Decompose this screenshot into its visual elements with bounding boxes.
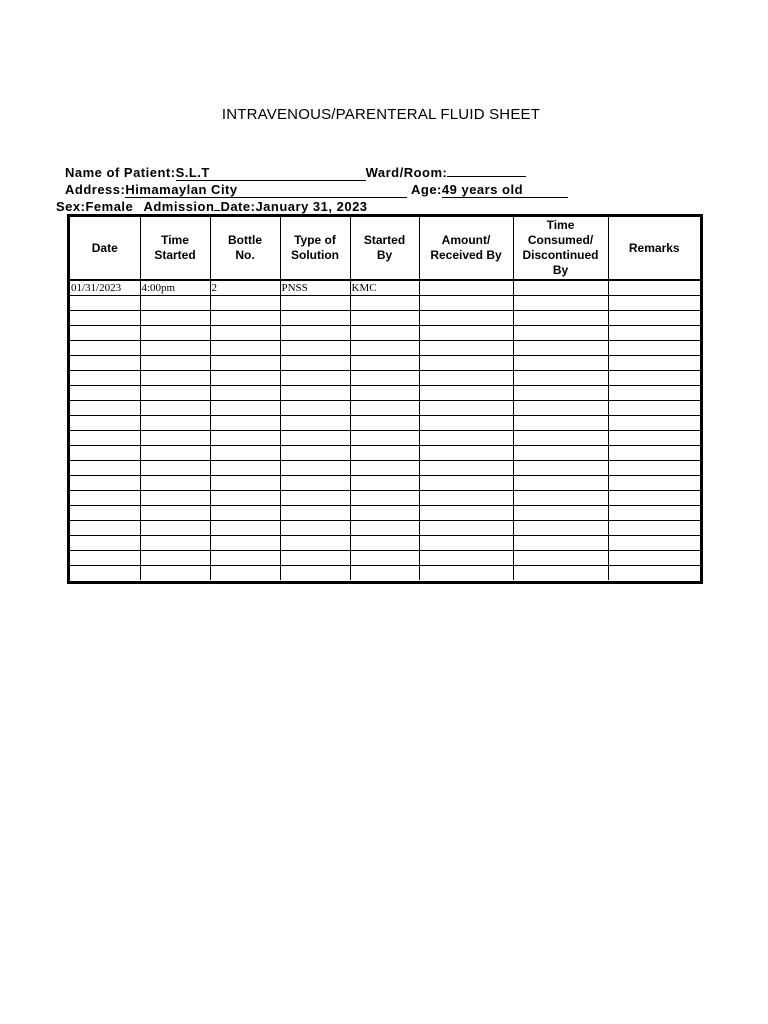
table-row-blank <box>70 371 700 386</box>
amount-received-by-cell[interactable] <box>419 280 513 296</box>
started-by-cell[interactable] <box>350 296 419 311</box>
time-consumed-cell[interactable] <box>513 356 608 371</box>
time-started-cell[interactable] <box>140 536 210 551</box>
type-of-solution-cell[interactable] <box>280 476 350 491</box>
time-started-cell[interactable] <box>140 566 210 581</box>
time-consumed-cell[interactable] <box>513 371 608 386</box>
remarks-cell[interactable] <box>608 506 700 521</box>
bottle-no-cell[interactable] <box>210 311 280 326</box>
type-of-solution-cell[interactable] <box>280 431 350 446</box>
time-consumed-cell[interactable] <box>513 386 608 401</box>
patient-name-label: Name of Patient: <box>65 165 176 180</box>
bottle-no-cell[interactable] <box>210 521 280 536</box>
ward-room-field[interactable] <box>447 176 526 177</box>
type-of-solution-cell[interactable] <box>280 446 350 461</box>
amount-received-by-cell[interactable] <box>419 461 513 476</box>
date-cell[interactable] <box>70 506 140 521</box>
type-of-solution-cell[interactable]: PNSS <box>280 280 350 296</box>
bottle-no-cell[interactable] <box>210 401 280 416</box>
date-cell[interactable] <box>70 296 140 311</box>
time-consumed-cell[interactable] <box>513 566 608 581</box>
remarks-cell[interactable] <box>608 566 700 581</box>
bottle-no-cell[interactable] <box>210 416 280 431</box>
table-row-blank <box>70 446 700 461</box>
table-row-blank <box>70 521 700 536</box>
time-started-cell[interactable] <box>140 311 210 326</box>
date-cell[interactable] <box>70 356 140 371</box>
type-of-solution-cell[interactable] <box>280 311 350 326</box>
fluid-sheet-table <box>70 217 700 580</box>
time-started-cell[interactable] <box>140 446 210 461</box>
admission-label: Admission <box>143 199 215 214</box>
started-by-cell[interactable] <box>350 356 419 371</box>
bottle-no-cell[interactable] <box>210 566 280 581</box>
table-row-blank <box>70 356 700 371</box>
started-by-cell[interactable] <box>350 386 419 401</box>
started-by-cell[interactable] <box>350 566 419 581</box>
patient-name-line <box>65 164 526 181</box>
remarks-cell[interactable] <box>608 536 700 551</box>
type-of-solution-cell[interactable] <box>280 386 350 401</box>
date-cell[interactable] <box>70 371 140 386</box>
started-by-cell[interactable] <box>350 521 419 536</box>
type-of-solution-cell[interactable] <box>280 506 350 521</box>
type-of-solution-cell[interactable] <box>280 401 350 416</box>
remarks-cell[interactable] <box>608 371 700 386</box>
header-date: Date <box>70 217 140 280</box>
bottle-no-cell[interactable] <box>210 296 280 311</box>
time-started-cell[interactable] <box>140 416 210 431</box>
bottle-no-cell[interactable] <box>210 386 280 401</box>
amount-received-by-cell[interactable] <box>419 431 513 446</box>
remarks-cell[interactable] <box>608 431 700 446</box>
date-cell[interactable] <box>70 521 140 536</box>
remarks-cell[interactable] <box>608 311 700 326</box>
type-of-solution-cell[interactable] <box>280 491 350 506</box>
table-row-blank <box>70 476 700 491</box>
time-consumed-cell[interactable] <box>513 296 608 311</box>
sex-admission-line <box>56 198 419 215</box>
time-consumed-cell[interactable] <box>513 311 608 326</box>
remarks-cell[interactable] <box>608 446 700 461</box>
amount-received-by-cell[interactable] <box>419 311 513 326</box>
time-started-cell[interactable] <box>140 386 210 401</box>
type-of-solution-cell[interactable] <box>280 296 350 311</box>
table-row-blank <box>70 416 700 431</box>
started-by-cell[interactable]: KMC <box>350 280 419 296</box>
time-started-cell[interactable] <box>140 431 210 446</box>
bottle-no-cell[interactable] <box>210 476 280 491</box>
amount-received-by-cell[interactable] <box>419 371 513 386</box>
header-bottle-no: Bottle No. <box>210 217 280 280</box>
time-consumed-cell[interactable] <box>513 461 608 476</box>
amount-received-by-cell[interactable] <box>419 536 513 551</box>
table-row-blank <box>70 401 700 416</box>
type-of-solution-cell[interactable] <box>280 371 350 386</box>
amount-received-by-cell[interactable] <box>419 296 513 311</box>
type-of-solution-cell[interactable] <box>280 416 350 431</box>
type-of-solution-cell[interactable] <box>280 566 350 581</box>
date-cell[interactable] <box>70 566 140 581</box>
bottle-no-cell[interactable] <box>210 371 280 386</box>
time-consumed-cell[interactable] <box>513 341 608 356</box>
table-row-blank <box>70 311 700 326</box>
amount-received-by-cell[interactable] <box>419 491 513 506</box>
date-cell[interactable] <box>70 461 140 476</box>
sheet-title: INTRAVENOUS/PARENTERAL FLUID SHEET <box>221 106 541 123</box>
time-started-cell[interactable] <box>140 296 210 311</box>
sex-field[interactable]: Female <box>85 200 143 215</box>
admission-date-field[interactable]: January 31, 2023 <box>255 200 419 215</box>
header-time-consumed-discontinued-by: Time Consumed/ Discontinued By <box>513 217 608 280</box>
started-by-cell[interactable] <box>350 326 419 341</box>
bottle-no-cell[interactable] <box>210 506 280 521</box>
time-consumed-cell[interactable] <box>513 431 608 446</box>
table-row-blank <box>70 386 700 401</box>
remarks-cell[interactable] <box>608 280 700 296</box>
amount-received-by-cell[interactable] <box>419 551 513 566</box>
table-row-blank <box>70 536 700 551</box>
table-row-blank <box>70 461 700 476</box>
header-amount-received-by: Amount/ Received By <box>419 217 513 280</box>
time-consumed-cell[interactable] <box>513 416 608 431</box>
table-row-blank <box>70 551 700 566</box>
bottle-no-cell[interactable] <box>210 431 280 446</box>
bottle-no-cell[interactable]: 2 <box>210 280 280 296</box>
ward-room-label: Ward/Room: <box>365 165 448 180</box>
time-started-cell[interactable] <box>140 461 210 476</box>
time-started-cell[interactable] <box>140 341 210 356</box>
sex-label: Sex: <box>56 199 86 214</box>
date-cell[interactable] <box>70 326 140 341</box>
bottle-no-cell[interactable] <box>210 326 280 341</box>
table-row-blank <box>70 326 700 341</box>
started-by-cell[interactable] <box>350 431 419 446</box>
type-of-solution-cell[interactable] <box>280 551 350 566</box>
time-consumed-cell[interactable] <box>513 476 608 491</box>
fluid-sheet-table-frame <box>67 214 703 584</box>
amount-received-by-cell[interactable] <box>419 416 513 431</box>
started-by-cell[interactable] <box>350 416 419 431</box>
type-of-solution-cell[interactable] <box>280 326 350 341</box>
bottle-no-cell[interactable] <box>210 551 280 566</box>
started-by-cell[interactable] <box>350 446 419 461</box>
header-remarks: Remarks <box>608 217 700 280</box>
time-started-cell[interactable] <box>140 506 210 521</box>
time-consumed-cell[interactable] <box>513 491 608 506</box>
started-by-cell[interactable] <box>350 476 419 491</box>
time-consumed-cell[interactable] <box>513 280 608 296</box>
amount-received-by-cell[interactable] <box>419 401 513 416</box>
date-cell[interactable] <box>70 401 140 416</box>
started-by-cell[interactable] <box>350 461 419 476</box>
remarks-cell[interactable] <box>608 341 700 356</box>
remarks-cell[interactable] <box>608 476 700 491</box>
time-consumed-cell[interactable] <box>513 401 608 416</box>
time-started-cell[interactable] <box>140 521 210 536</box>
type-of-solution-cell[interactable] <box>280 521 350 536</box>
time-consumed-cell[interactable] <box>513 446 608 461</box>
patient-name-field[interactable]: S.L.T <box>176 166 366 181</box>
started-by-cell[interactable] <box>350 491 419 506</box>
bottle-no-cell[interactable] <box>210 341 280 356</box>
time-started-cell[interactable] <box>140 551 210 566</box>
amount-received-by-cell[interactable] <box>419 446 513 461</box>
remarks-cell[interactable] <box>608 296 700 311</box>
type-of-solution-cell[interactable] <box>280 356 350 371</box>
table-row-blank <box>70 296 700 311</box>
bottle-no-cell[interactable] <box>210 356 280 371</box>
date-cell[interactable] <box>70 536 140 551</box>
header-started-by: Started By <box>350 217 419 280</box>
time-started-cell[interactable] <box>140 491 210 506</box>
time-consumed-cell[interactable] <box>513 536 608 551</box>
time-started-cell[interactable] <box>140 326 210 341</box>
bottle-no-cell[interactable] <box>210 491 280 506</box>
admission-date-label: Date: <box>220 199 256 214</box>
age-field[interactable]: 49 years old <box>442 183 568 198</box>
started-by-cell[interactable] <box>350 536 419 551</box>
amount-received-by-cell[interactable] <box>419 566 513 581</box>
bottle-no-cell[interactable] <box>210 446 280 461</box>
address-line <box>65 181 568 198</box>
time-consumed-cell[interactable] <box>513 521 608 536</box>
remarks-cell[interactable] <box>608 551 700 566</box>
table-row-blank <box>70 566 700 581</box>
address-field[interactable]: Himamaylan City <box>125 183 407 198</box>
time-consumed-cell[interactable] <box>513 551 608 566</box>
time-consumed-cell[interactable] <box>513 506 608 521</box>
date-cell[interactable] <box>70 416 140 431</box>
remarks-cell[interactable] <box>608 521 700 536</box>
date-cell[interactable] <box>70 386 140 401</box>
table-row-blank <box>70 431 700 446</box>
date-cell[interactable] <box>70 491 140 506</box>
address-label: Address: <box>65 182 126 197</box>
remarks-cell[interactable] <box>608 401 700 416</box>
table-row-blank <box>70 341 700 356</box>
date-cell[interactable] <box>70 551 140 566</box>
table-row-blank <box>70 506 700 521</box>
started-by-cell[interactable] <box>350 371 419 386</box>
date-cell[interactable]: 01/31/2023 <box>70 280 140 296</box>
amount-received-by-cell[interactable] <box>419 326 513 341</box>
table-row-blank <box>70 491 700 506</box>
remarks-cell[interactable] <box>608 461 700 476</box>
table-header-row <box>70 217 700 280</box>
table-row <box>70 280 700 296</box>
header-type-of-solution: Type of Solution <box>280 217 350 280</box>
date-cell[interactable] <box>70 431 140 446</box>
remarks-cell[interactable] <box>608 386 700 401</box>
started-by-cell[interactable] <box>350 401 419 416</box>
type-of-solution-cell[interactable] <box>280 536 350 551</box>
remarks-cell[interactable] <box>608 326 700 341</box>
time-consumed-cell[interactable] <box>513 326 608 341</box>
amount-received-by-cell[interactable] <box>419 341 513 356</box>
remarks-cell[interactable] <box>608 356 700 371</box>
started-by-cell[interactable] <box>350 506 419 521</box>
header-time-started: Time Started <box>140 217 210 280</box>
date-cell[interactable] <box>70 341 140 356</box>
table-body <box>70 280 700 580</box>
date-cell[interactable] <box>70 476 140 491</box>
bottle-no-cell[interactable] <box>210 461 280 476</box>
age-label: Age: <box>407 182 442 197</box>
started-by-cell[interactable] <box>350 311 419 326</box>
type-of-solution-cell[interactable] <box>280 341 350 356</box>
time-started-cell[interactable] <box>140 401 210 416</box>
type-of-solution-cell[interactable] <box>280 461 350 476</box>
amount-received-by-cell[interactable] <box>419 476 513 491</box>
amount-received-by-cell[interactable] <box>419 356 513 371</box>
remarks-cell[interactable] <box>608 491 700 506</box>
started-by-cell[interactable] <box>350 551 419 566</box>
time-started-cell[interactable] <box>140 476 210 491</box>
amount-received-by-cell[interactable] <box>419 506 513 521</box>
date-cell[interactable] <box>70 311 140 326</box>
time-started-cell[interactable] <box>140 371 210 386</box>
remarks-cell[interactable] <box>608 416 700 431</box>
bottle-no-cell[interactable] <box>210 536 280 551</box>
started-by-cell[interactable] <box>350 341 419 356</box>
time-started-cell[interactable]: 4:00pm <box>140 280 210 296</box>
date-cell[interactable] <box>70 446 140 461</box>
amount-received-by-cell[interactable] <box>419 521 513 536</box>
amount-received-by-cell[interactable] <box>419 386 513 401</box>
time-started-cell[interactable] <box>140 356 210 371</box>
